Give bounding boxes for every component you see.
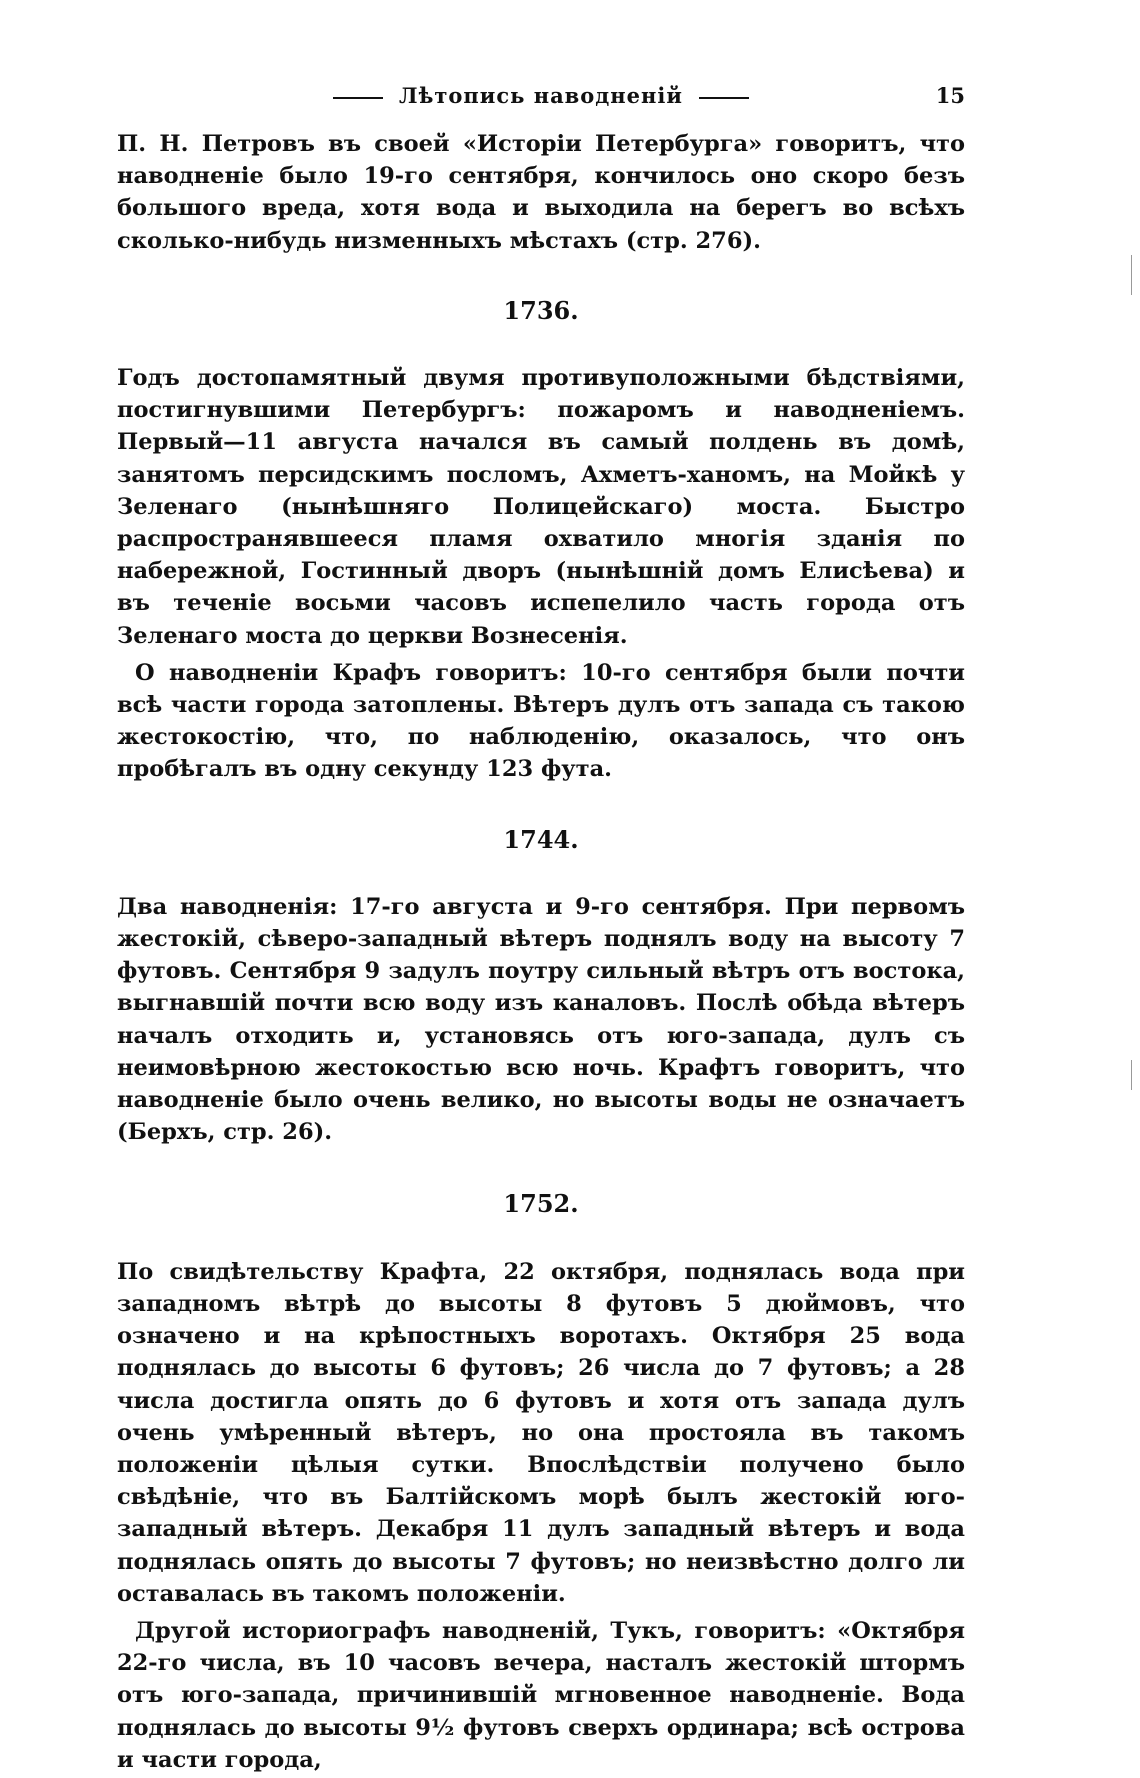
running-title-wrapper — [117, 80, 965, 112]
paragraph-1752-tuk: Другой историографъ наводненій, Тукъ, говоритъ: «Октября 22-го числа, въ 10 часовъ вечера, насталъ жестокій штормъ отъ юго-запада, причинившій мгновенное наводненіе. Вода поднялась до высоты 9½ футовъ сверхъ ординара; всѣ острова и части города, — [117, 1617, 965, 1773]
running-head — [117, 80, 965, 116]
year-heading-1752: 1752. — [503, 1189, 579, 1219]
paragraph-1736-flood: О наводненіи Крафъ говоритъ: 10-го сентября были почти всѣ части города затоплены. Вѣтеръ дулъ отъ запада съ такою жестокостію, что, по наблюденію, оказалось, что онъ пробѣгалъ въ одну секунду 123 фута. — [117, 659, 965, 783]
book-page — [117, 80, 965, 1776]
scan-edge-mark — [1131, 255, 1132, 295]
left-rule — [333, 97, 383, 99]
year-heading-1744: 1744. — [503, 824, 579, 854]
year-heading-1736: 1736. — [503, 295, 579, 325]
paragraph-1744: Два наводненія: 17-го августа и 9-го сентября. При первомъ жестокій, сѣверо-западный вѣтеръ поднялъ воду на высоту 7 футовъ. Сентября 9 задулъ поутру сильный вѣтръ отъ востока, выгнавшій почти всю воду изъ каналовъ. Послѣ обѣда вѣтеръ началъ отходить и, установясь отъ юго-запада, дулъ съ неимовѣрною жестокостью всю ночь. Крафтъ говоритъ, что наводненіе было очень велико, но высоты воды не означаетъ (Берхъ, стр. 26). — [117, 893, 965, 1146]
page-number: 15 — [935, 83, 965, 108]
right-rule — [699, 97, 749, 99]
paragraph-petrov: П. Н. Петровъ въ своей «Исторіи Петербурга» говоритъ, что наводненіе было 19-го сентября, кончилось оно скоро безъ большого вреда, хотя вода и выходила на берегъ во всѣхъ сколько-нибудь низменныхъ мѣстахъ (стр. 276). — [117, 131, 965, 254]
paragraph-1736-fire: Годъ достопамятный двумя противуположными бѣдствіями, постигнувшими Петербургъ: пожаромъ и наводненіемъ. Первый—11 августа начался въ самый полдень въ домѣ, занятомъ персидскимъ посломъ, Ахметъ-ханомъ, на Мойкѣ у Зеленаго (нынѣшняго Полицейскаго) моста. Быстро распространявшееся пламя охватило многія зданія по набережной, Гостинный дворъ (нынѣшній домъ Елисѣева) и въ теченіе восьми часовъ испепелило часть города отъ Зеленаго моста до церкви Вознесенія. — [117, 365, 965, 649]
running-title: Лѣтопись наводненій — [399, 83, 683, 108]
paragraph-1752-kraft: По свидѣтельству Крафта, 22 октября, поднялась вода при западномъ вѣтрѣ до высоты 8 футовъ 5 дюймовъ, что означено и на крѣпостныхъ воротахъ. Октября 25 вода поднялась до высоты 6 футовъ; 26 числа до 7 футовъ; а 28 числа достигла опять до 6 футовъ и хотя отъ запада дулъ очень умѣренный вѣтеръ, но она простояла въ такомъ положеніи цѣлыя сутки. Впослѣдствіи получено было свѣдѣніе, что въ Балтійскомъ морѣ былъ жестокій юго-западный вѣтеръ. Декабря 11 дулъ западный вѣтеръ и вода поднялась опять до высоты 7 футовъ; но неизвѣстно долго ли оставалась въ такомъ положеніи. — [117, 1258, 965, 1607]
scan-edge-mark — [1131, 1060, 1132, 1090]
